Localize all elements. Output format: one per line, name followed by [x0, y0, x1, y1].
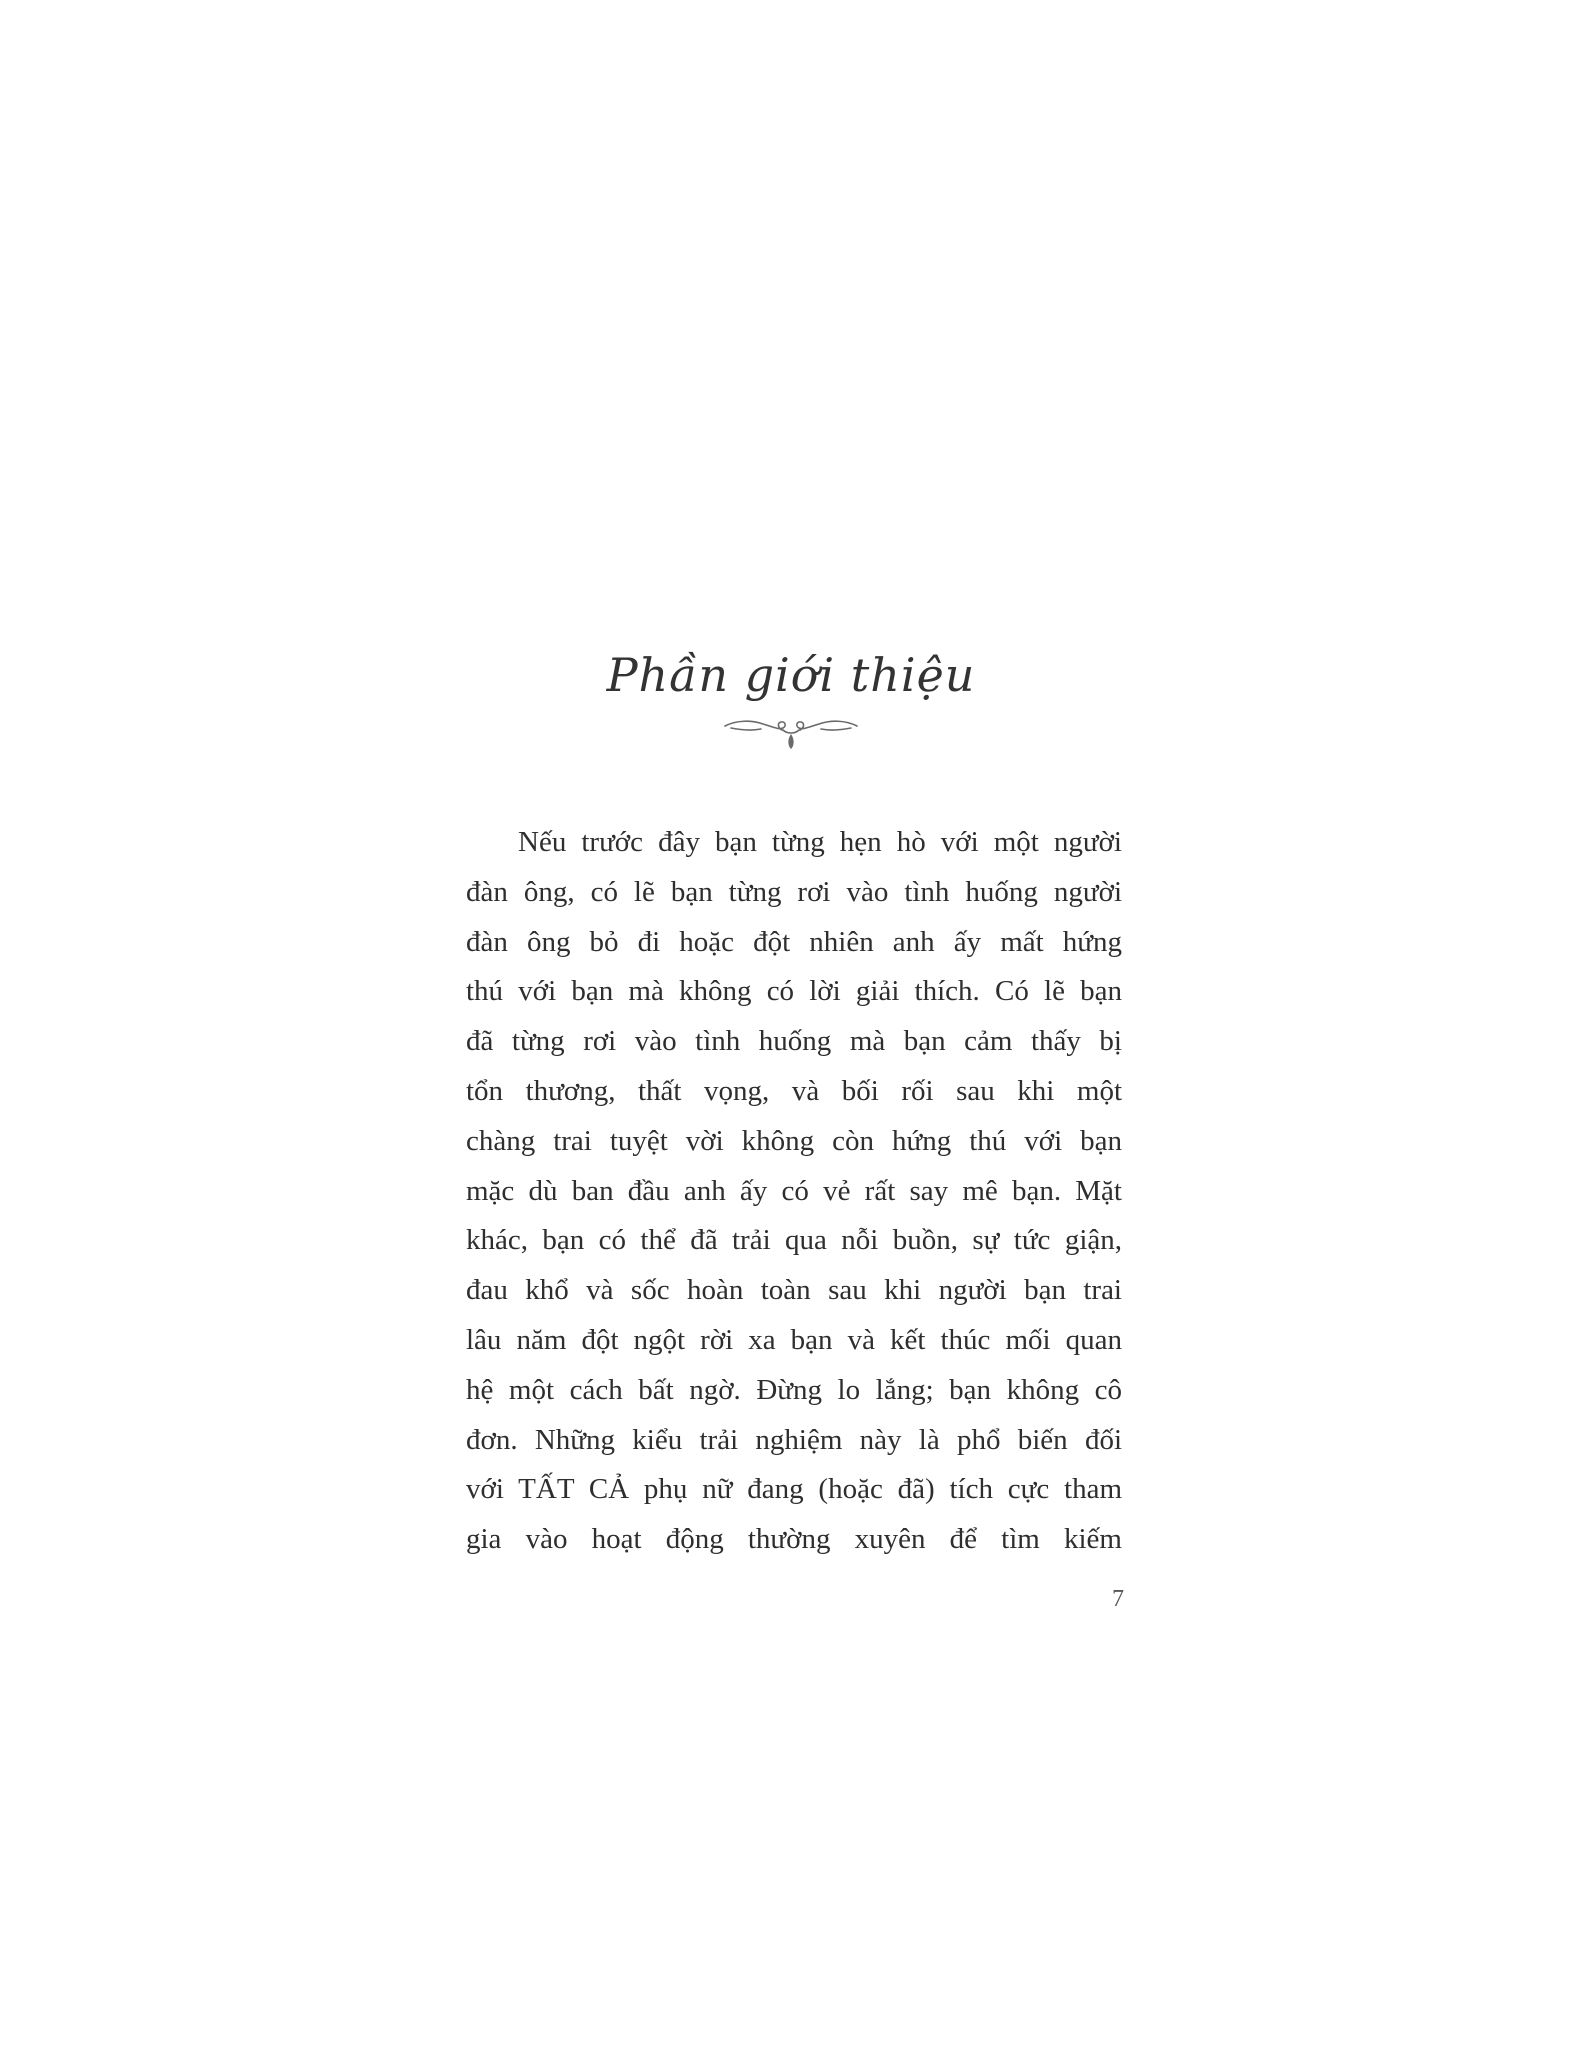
text-line: chàng trai tuyệt vời không còn hứng thú với bạn — [466, 1124, 1122, 1157]
chapter-title: Phần giới thiệu — [606, 648, 976, 702]
text-line: tổn thương, thất vọng, và bối rối sau khi một — [466, 1074, 1122, 1107]
text-line: gia vào hoạt động thường xuyên để tìm kiếm — [466, 1523, 1122, 1556]
text-line: mặc dù ban đầu anh ấy có vẻ rất say mê bạn. Mặt — [466, 1174, 1122, 1207]
text-line: lâu năm đột ngột rời xa bạn và kết thúc mối quan — [466, 1323, 1122, 1356]
text-line: khác, bạn có thể đã trải qua nỗi buồn, sự tức giận, — [466, 1224, 1122, 1257]
page-number: 7 — [1112, 1586, 1124, 1612]
text-line: thú với bạn mà không có lời giải thích. Có lẽ bạn — [466, 975, 1122, 1008]
text-line: đã từng rơi vào tình huống mà bạn cảm thấy bị — [466, 1025, 1122, 1058]
text-line: đàn ông bỏ đi hoặc đột nhiên anh ấy mất hứng — [466, 925, 1122, 958]
text-line: hệ một cách bất ngờ. Đừng lo lắng; bạn không cô — [466, 1373, 1122, 1406]
text-line: với TẤT CẢ phụ nữ đang (hoặc đã) tích cực tham — [466, 1473, 1122, 1506]
flourish-divider-icon — [721, 712, 861, 752]
text-line: Nếu trước đây bạn từng hẹn hò với một người — [518, 826, 1122, 858]
text-line: đau khổ và sốc hoàn toàn sau khi người bạn trai — [466, 1274, 1122, 1307]
body-paragraph — [466, 818, 1122, 1565]
text-line: đơn. Những kiểu trải nghiệm này là phổ biến đối — [466, 1423, 1122, 1456]
text-line: đàn ông, có lẽ bạn từng rơi vào tình huống người — [466, 875, 1122, 908]
